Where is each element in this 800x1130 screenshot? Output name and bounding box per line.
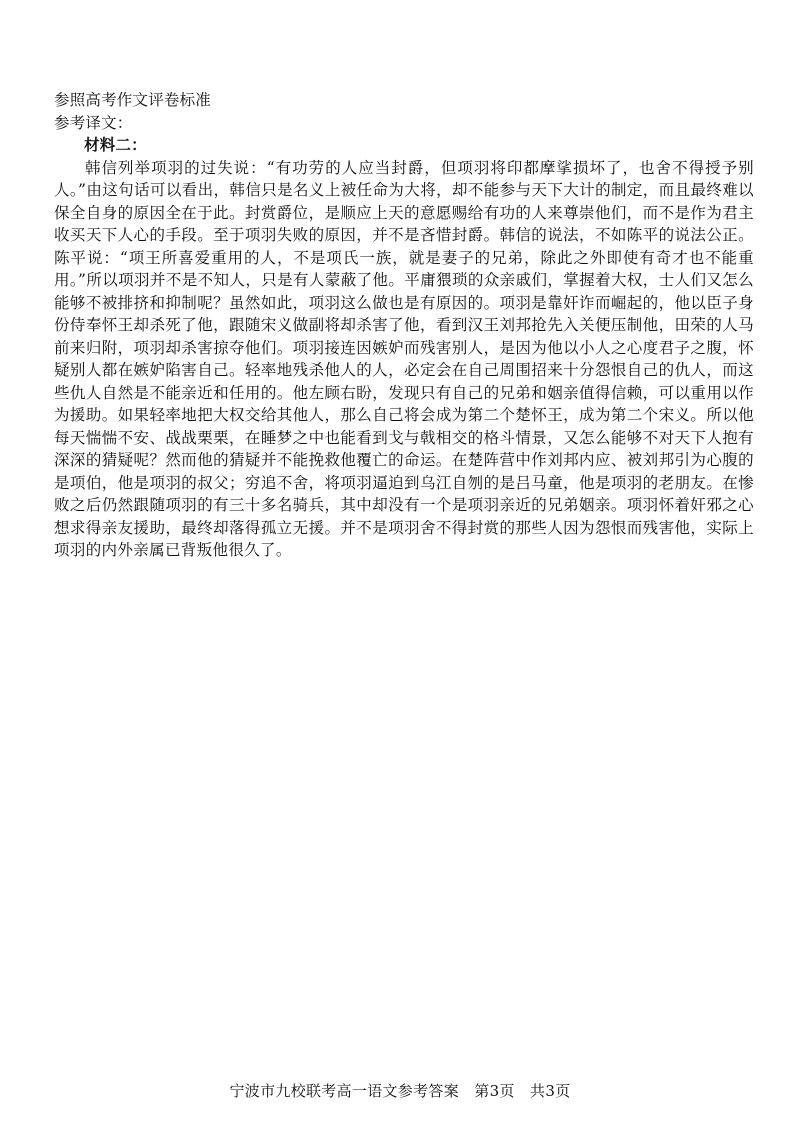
translation-label: 参考译文： bbox=[54, 113, 133, 132]
page-footer: 宁波市九校联考高一语文参考答案 第3页 共3页 bbox=[229, 1082, 571, 1100]
document-body bbox=[54, 89, 754, 562]
translation-paragraph: 韩信列举项羽的过失说：“有功劳的人应当封爵，但项羽将印都摩挲损坏了，也舍不得授予别人。”由这句话可以看出，韩信只是名义上被任命为大将，却不能参与天下大计的制定，而且最终难以保全自身的原因全在于此。封赏爵位，是顺应上天的意愿赐给有功的人来尊崇他们，而不是作为君主收买天下人心的手段。至于项羽失败的原因，并不是吝惜封爵。韩信的说法，不如陈平的说法公正。陈平说：“项王所喜爱重用的人，不是项氏一族，就是妻子的兄弟，除此之外即使有奇才也不能重用。”所以项羽并不是不知人，只是有人蒙蔽了他。平庸猥琐的众亲戚们，掌握着大权，士人们又怎么能够不被排挤和抑制呢？虽然如此，项羽这么做也是有原因的。项羽是靠奸诈而崛起的，他以臣子身份侍奉怀王却杀死了他，跟随宋义做副将却杀害了他，看到汉王刘邦抢先入关便压制他，田荣的人马前来归附，项羽却杀害掠夺他们。项羽接连因嫉妒而残害别人，是因为他以小人之心度君子之腹，怀疑别人都在嫉妒陷害自己。轻率地残杀他人的人，必定会在自己周围招来十分怨恨自己的仇人，而这些仇人自然是不能亲近和任用的。他左顾右盼，发现只有自己的兄弟和姻亲值得信赖，可以重用以作为援助。如果轻率地把大权交给其他人，那么自己将会成为第二个楚怀王，成为第二个宋义。所以他每天惴惴不安、战战栗栗，在睡梦之中也能看到戈与戟相交的格斗情景，又怎么能够不对天下人抱有深深的猜疑呢？然而他的猜疑并不能挽救他覆亡的命运。在楚阵营中作刘邦内应、被刘邦引为心腹的是项伯，他是项羽的叔父；穷追不舍，将项羽逼迫到乌江自刎的是吕马童，他是项羽的老朋友。在惨败之后仍然跟随项羽的有三十多名骑兵，其中却没有一个是项羽亲近的兄弟姻亲。项羽怀着奸邪之心想求得亲友援助，最终却落得孤立无援。并不是项羽舍不得封赏的那些人因为怨恨而残害他，实际上项羽的内外亲属已背叛他很久了。 bbox=[54, 158, 754, 559]
grading-standard-line: 参照高考作文评卷标准 bbox=[54, 91, 212, 109]
material-two-heading: 材料二： bbox=[84, 135, 147, 154]
